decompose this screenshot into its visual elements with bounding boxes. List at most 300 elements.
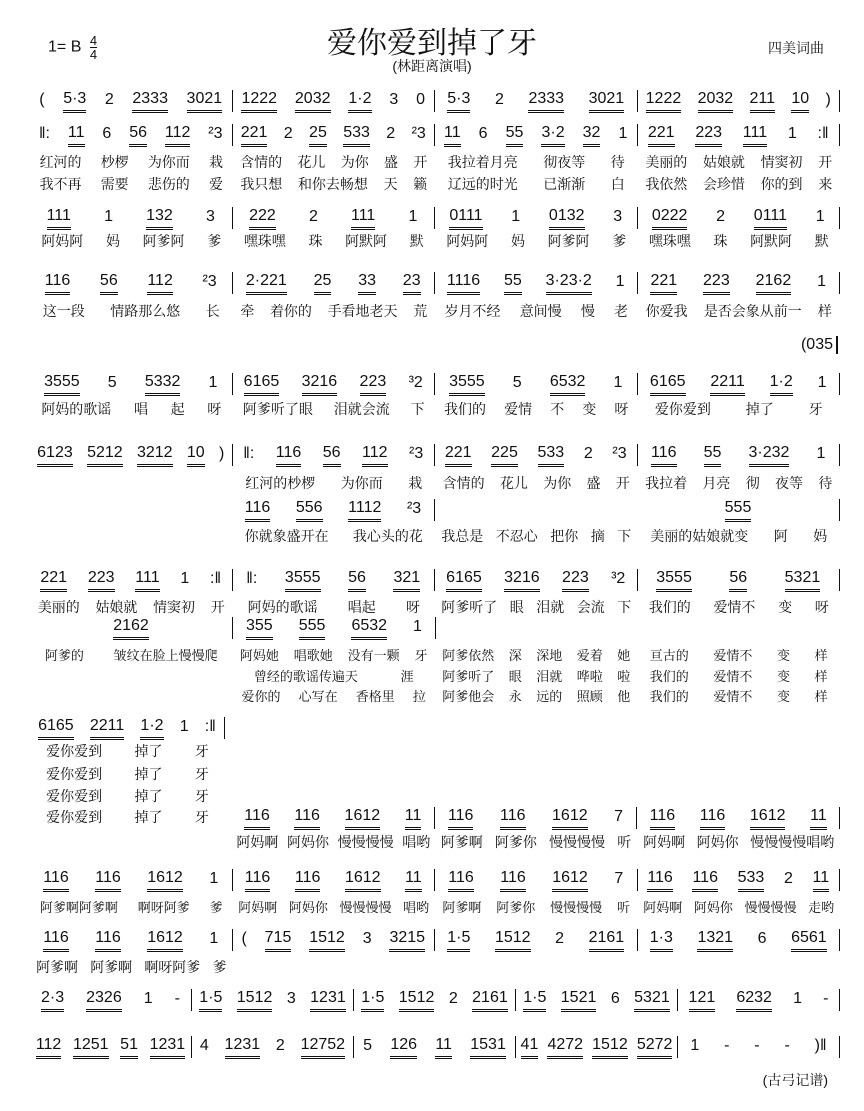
notation-line	[30, 373, 840, 395]
note-group: 0132	[549, 207, 585, 230]
note-group: 3	[205, 208, 215, 225]
notation-line	[30, 869, 840, 891]
lyric-word: 开	[615, 475, 630, 491]
lyric-word: 他	[617, 689, 631, 704]
lyric-word: 变	[777, 689, 791, 704]
lyric-word: 我们的	[444, 401, 487, 417]
lyric-word: 远的	[536, 689, 563, 704]
lyric-word: 不	[550, 401, 565, 417]
notation-line	[30, 989, 840, 1011]
lyric-word: 夜等	[775, 475, 804, 491]
lyric-word: 待	[610, 154, 625, 170]
lyrics-line	[30, 645, 840, 664]
measure	[638, 124, 841, 146]
note-group: 1231	[225, 1036, 261, 1059]
lyric-segment	[435, 597, 638, 617]
lyric-word: 月亮	[702, 475, 731, 491]
lyric-word: 牙	[414, 648, 428, 663]
lyric-segment	[435, 152, 638, 172]
note-group: 6	[757, 930, 767, 947]
note-group: 1512	[309, 929, 345, 952]
measure	[436, 617, 638, 639]
lyric-word: 情窦初	[760, 154, 803, 170]
lyric-word: 阿妈阿	[446, 233, 489, 249]
measure	[638, 444, 841, 466]
note-group: 1	[143, 990, 153, 1007]
lyric-word: 嘿珠嘿	[648, 233, 691, 249]
measure	[30, 869, 233, 891]
note-group: 4	[199, 1037, 209, 1054]
lyrics-line	[30, 764, 225, 784]
note-group: 1·5	[523, 989, 546, 1012]
notation-line	[30, 617, 840, 639]
lyric-word: 籁	[413, 176, 428, 192]
measure	[30, 124, 233, 146]
lyric-word: 阿爹依然	[442, 648, 495, 663]
lyric-word: 美丽的	[37, 599, 80, 615]
time-bottom: 4	[89, 47, 98, 62]
note-group: 11	[405, 807, 422, 830]
lyric-word: 白	[610, 176, 625, 192]
lyric-word: 美丽的	[645, 154, 688, 170]
lyric-word: 待	[818, 475, 833, 491]
lyric-word: 花儿	[297, 154, 326, 170]
lyrics-line	[30, 152, 840, 172]
note-group: 56	[729, 569, 747, 592]
note-group: 223	[360, 373, 387, 396]
note-group: 2	[275, 1037, 285, 1054]
note-group: 116	[276, 444, 302, 467]
measure	[435, 569, 638, 591]
lyric-word: 阿妈啊	[238, 900, 278, 915]
lyric-word: 阿爹他会	[442, 689, 495, 704]
note-group: 5·3	[63, 90, 86, 113]
note-group: 3216	[302, 373, 338, 396]
lyric-word: 呀	[207, 401, 222, 417]
lyric-word: 妈	[510, 233, 525, 249]
note-group: 1222	[646, 90, 682, 113]
lyric-segment	[233, 897, 436, 916]
lyric-segment	[233, 526, 436, 546]
lyric-segment	[30, 301, 233, 321]
lyric-segment	[30, 645, 233, 664]
credit: 四美词曲	[768, 40, 824, 56]
note-group: 116	[500, 869, 526, 892]
note-group: 223	[88, 569, 115, 592]
note-group: 116	[448, 807, 474, 830]
lyric-segment	[435, 174, 638, 194]
measure	[638, 272, 841, 294]
note-group: 11	[813, 869, 830, 892]
lyric-word: 爱情不	[713, 599, 756, 615]
lyric-word: 开	[210, 599, 225, 615]
lyric-word: 样	[814, 689, 828, 704]
lyric-word: 爱你爱到	[46, 809, 103, 825]
lyric-word: 爱你爱到	[654, 401, 711, 417]
note-group: 116	[43, 929, 69, 952]
lyric-word: 下	[617, 528, 632, 544]
lyric-segment	[30, 807, 225, 827]
note-group: 1531	[470, 1036, 506, 1059]
note-group: 211	[750, 90, 776, 113]
lyric-word: 她	[617, 648, 631, 663]
note-group: 5	[107, 374, 117, 391]
note-group: 2032	[295, 90, 331, 113]
note-group: 111	[743, 124, 767, 147]
lyric-segment	[638, 399, 841, 419]
lyric-word: 需要	[100, 176, 129, 192]
lyric-word: 彻夜等	[543, 154, 586, 170]
lyrics-line	[30, 786, 225, 806]
measure	[637, 499, 840, 521]
measure	[435, 373, 638, 395]
measure	[30, 617, 233, 639]
lyric-word: 姑娘就	[95, 599, 138, 615]
note-group: 2211	[710, 373, 744, 396]
lyric-segment	[638, 231, 841, 251]
note-group: 221	[445, 444, 472, 467]
note-group: 25	[309, 124, 327, 147]
lyric-word: 爱你爱到	[46, 766, 103, 782]
lyric-word: 爱情	[504, 401, 533, 417]
note-group: 56	[348, 569, 366, 592]
lyric-segment	[435, 897, 638, 916]
lyric-segment	[232, 832, 435, 852]
note-group: 3216	[504, 569, 540, 592]
lyric-word: 为你而	[147, 154, 190, 170]
note-group: 1112	[348, 499, 381, 522]
note-group: 1	[208, 374, 218, 391]
note-group: 7	[614, 808, 624, 825]
note-group: 1	[209, 930, 219, 947]
note-group: 2161	[589, 929, 625, 952]
note-group: 3	[389, 91, 399, 108]
lyric-word: 阿妈啊	[643, 834, 686, 850]
lyrics-line	[232, 832, 840, 852]
note-group: 56	[100, 272, 118, 295]
note-group: 116	[43, 869, 69, 892]
measure	[30, 1036, 192, 1058]
measure	[435, 807, 638, 829]
lyric-segment	[638, 473, 841, 493]
note-group: 1	[613, 374, 623, 391]
note-group: 1·2	[770, 373, 793, 396]
note-group: 221	[650, 272, 677, 295]
lyric-word: 我们的	[649, 669, 689, 684]
lyric-segment	[30, 152, 233, 172]
lyrics-line	[30, 399, 840, 419]
note-group: 6165	[244, 373, 280, 396]
lyric-segment	[30, 957, 233, 977]
singer-subtitle: (林距离演唱)	[392, 58, 472, 74]
lyric-word: 阿爹阿	[547, 233, 590, 249]
lyrics-line	[30, 174, 840, 194]
lyric-word: 深地	[536, 648, 563, 663]
note-group: 10	[791, 90, 809, 113]
lyric-word: 牙	[194, 788, 209, 804]
measure	[638, 90, 841, 112]
note-group: 111	[47, 207, 71, 230]
lyric-word: 阿妈的歌谣	[41, 401, 112, 417]
lyric-word: 阿	[773, 528, 788, 544]
lyric-word: 是否会象从前一	[703, 303, 802, 319]
lyric-word: 爱情不	[713, 669, 753, 684]
lyric-word: 掉了	[134, 743, 163, 759]
lyric-word: 变	[777, 648, 791, 663]
lyric-word: 阿妈你	[288, 900, 328, 915]
lyric-word: 手看地老天	[327, 303, 398, 319]
note-group: 355	[246, 617, 273, 640]
lyric-segment	[233, 645, 436, 664]
note-group: 116	[651, 444, 677, 467]
note-group: 1	[618, 125, 628, 142]
lyric-word: 不忍心	[495, 528, 538, 544]
time-signature	[90, 34, 97, 61]
note-group: 0222	[652, 207, 688, 230]
lyric-segment	[638, 666, 841, 685]
note-group: )	[825, 91, 831, 108]
lyric-word: 掉了	[134, 788, 163, 804]
lyric-word: 妈	[105, 233, 120, 249]
lyric-word: 阿爹啊阿爹啊	[39, 900, 118, 915]
lyric-word: 慢慢慢慢唱哟	[750, 834, 835, 850]
lyric-word: 慢	[580, 303, 595, 319]
note-group: 1·5	[447, 929, 470, 952]
lyric-word: 着你的	[269, 303, 312, 319]
lyric-word: 唱起	[347, 599, 376, 615]
lyric-word: 盛	[586, 475, 601, 491]
note-group: 111	[351, 207, 375, 230]
lyrics-line	[30, 686, 840, 705]
note-group: 1	[511, 208, 521, 225]
notation-line	[30, 717, 225, 739]
lyric-word: 已渐渐	[543, 176, 586, 192]
note-group: 6165	[650, 373, 686, 396]
note-group: 1612	[147, 869, 183, 892]
note-group: 116	[245, 869, 271, 892]
note-group: 6232	[736, 989, 772, 1012]
note-group: 1512	[237, 989, 273, 1012]
measure	[435, 207, 638, 229]
note-group: 221	[40, 569, 67, 592]
lyric-word: 照顾	[576, 689, 603, 704]
note-group: 3555	[285, 569, 321, 592]
lyric-segment	[233, 666, 436, 685]
note-group: 112	[165, 124, 191, 147]
measure	[637, 807, 840, 829]
lyric-word: 珠	[713, 233, 728, 249]
lyric-segment	[30, 666, 233, 685]
note-group: -	[784, 1037, 790, 1054]
lyric-word: 辽远的时光	[447, 176, 518, 192]
lyric-word: 样	[814, 669, 828, 684]
lyric-word: 样	[814, 648, 828, 663]
lyrics-line	[30, 231, 840, 251]
lyric-word: 永	[508, 689, 522, 704]
measure	[233, 373, 436, 395]
lyric-segment	[30, 526, 233, 546]
note-group: 533	[538, 444, 565, 467]
note-group: 112	[36, 1036, 62, 1059]
lyric-segment	[638, 174, 841, 194]
note-group: 11	[810, 807, 827, 830]
note-group: 5·3	[447, 90, 470, 113]
note-group: 1231	[310, 989, 346, 1012]
lyric-word: 唱歌她	[293, 648, 333, 663]
note-group: 2·221	[246, 272, 287, 295]
lyric-segment	[30, 686, 233, 705]
note-group: 1251	[73, 1036, 109, 1059]
pickup-notes: (035	[801, 336, 838, 354]
time-top: 4	[89, 33, 98, 48]
note-group: 5332	[145, 373, 181, 396]
notation-line	[30, 1036, 840, 1058]
lyric-word: 慢慢慢慢	[744, 900, 797, 915]
note-group: 116	[647, 869, 673, 892]
lyric-word: 阿爹啊	[442, 900, 482, 915]
lyric-word: 含情的	[442, 475, 485, 491]
lyric-word: 泪就会流	[333, 401, 390, 417]
note-group: 1	[816, 445, 826, 462]
lyric-word: 爱你的	[241, 689, 281, 704]
lyric-segment	[30, 473, 233, 493]
note-group: 112	[147, 272, 173, 295]
lyric-word: 眼	[509, 599, 524, 615]
measure	[233, 444, 436, 466]
lyric-segment	[233, 597, 436, 617]
lyric-word: 牙	[194, 766, 209, 782]
note-group: 222	[249, 207, 276, 230]
lyric-word: 这一段	[42, 303, 85, 319]
measure	[233, 617, 436, 639]
lyric-word: 阿默阿	[750, 233, 793, 249]
lyric-segment	[435, 645, 638, 664]
lyric-word: 呀	[405, 599, 420, 615]
note-group: 2326	[86, 989, 122, 1012]
lyric-word: 变	[777, 669, 791, 684]
lyric-word: 起	[170, 401, 185, 417]
lyric-segment	[233, 473, 436, 493]
lyrics-line	[30, 957, 840, 977]
lyric-word: 默	[814, 233, 829, 249]
lyric-word: 你爱我	[645, 303, 688, 319]
lyric-segment	[30, 597, 233, 617]
lyric-word: 阿爹听了	[441, 599, 498, 615]
note-group: 11	[405, 869, 422, 892]
note-group: 55	[504, 272, 522, 295]
lyrics-line	[30, 597, 840, 617]
lyric-word: 默	[409, 233, 424, 249]
lyric-word: 慢慢慢慢	[549, 834, 606, 850]
lyric-word: 阿爹阿	[142, 233, 185, 249]
lyric-word: 阿妈你	[286, 834, 329, 850]
measure	[30, 272, 233, 294]
measure	[30, 90, 233, 112]
measure	[30, 499, 232, 521]
note-group: -	[724, 1037, 730, 1054]
song-title: 爱你爱到掉了牙	[327, 27, 537, 60]
lyric-word: 岁月不经	[444, 303, 501, 319]
lyric-word: 拉	[412, 689, 426, 704]
lyric-word: 花儿	[499, 475, 528, 491]
lyric-word: 慢慢慢慢	[550, 900, 603, 915]
note-group: 116	[95, 869, 121, 892]
note-group: 116	[95, 929, 121, 952]
lyric-segment	[30, 786, 225, 806]
key-signature	[48, 34, 97, 61]
lyric-word: 阿爹你	[496, 900, 536, 915]
note-group: ²3	[612, 445, 627, 462]
note-group: ²3	[202, 273, 217, 290]
note-group: 1·5	[199, 989, 222, 1012]
lyric-word: 爱你爱到	[46, 743, 103, 759]
note-group: 1	[817, 273, 827, 290]
note-group: 1612	[552, 807, 588, 830]
measure	[233, 929, 436, 951]
lyric-segment	[435, 832, 638, 852]
note-group: 25	[314, 272, 332, 295]
lyric-segment	[637, 832, 840, 852]
lyric-word: 你就象盛开在	[244, 528, 329, 544]
note-group: 0111	[449, 207, 482, 230]
notation-line	[30, 444, 840, 466]
note-group: 1	[179, 718, 189, 735]
note-group: 3212	[137, 444, 173, 467]
note-group: 1	[815, 208, 825, 225]
measure	[30, 989, 192, 1011]
measure	[354, 1036, 516, 1058]
notation-line	[30, 207, 840, 229]
note-group: 2333	[528, 90, 564, 113]
lyric-word: 涯	[400, 669, 414, 684]
lyric-word: 为你	[543, 475, 572, 491]
lyric-word: 栽	[208, 154, 223, 170]
lyric-word: 和你去畅想	[297, 176, 368, 192]
note-group: 555	[725, 499, 752, 522]
measure	[435, 90, 638, 112]
measure	[233, 124, 436, 146]
measure	[638, 617, 840, 639]
lyric-word: 呀	[614, 401, 629, 417]
note-group: 1·2	[140, 717, 163, 740]
note-group: 3	[286, 990, 296, 1007]
lyric-segment	[638, 897, 841, 916]
lyric-word: 听	[617, 900, 631, 915]
lyric-word: 牙	[194, 809, 209, 825]
lyric-word: 亘古的	[649, 648, 689, 663]
note-group: ‖:	[243, 445, 255, 462]
note-group: 3215	[389, 929, 425, 952]
lyric-word: 阿爹听了眼	[242, 401, 313, 417]
lyric-word: 我心头的花	[352, 528, 423, 544]
lyric-word: 阿妈的歌谣	[247, 599, 318, 615]
note-group: 1612	[552, 869, 588, 892]
lyric-word: 唱	[133, 401, 148, 417]
measure	[30, 444, 233, 466]
note-group: 3·232	[749, 444, 790, 467]
note-group: 6	[102, 125, 112, 142]
note-group: 11	[444, 124, 461, 147]
note-group: 715	[265, 929, 292, 952]
measure	[30, 373, 233, 395]
note-group: 2	[104, 91, 114, 108]
lyrics-line	[30, 807, 225, 827]
note-group: )	[218, 445, 225, 462]
lyric-segment	[638, 957, 841, 977]
lyric-segment	[435, 473, 638, 493]
lyric-word: 阿妈她	[239, 648, 279, 663]
lyric-word: 深	[508, 648, 522, 663]
